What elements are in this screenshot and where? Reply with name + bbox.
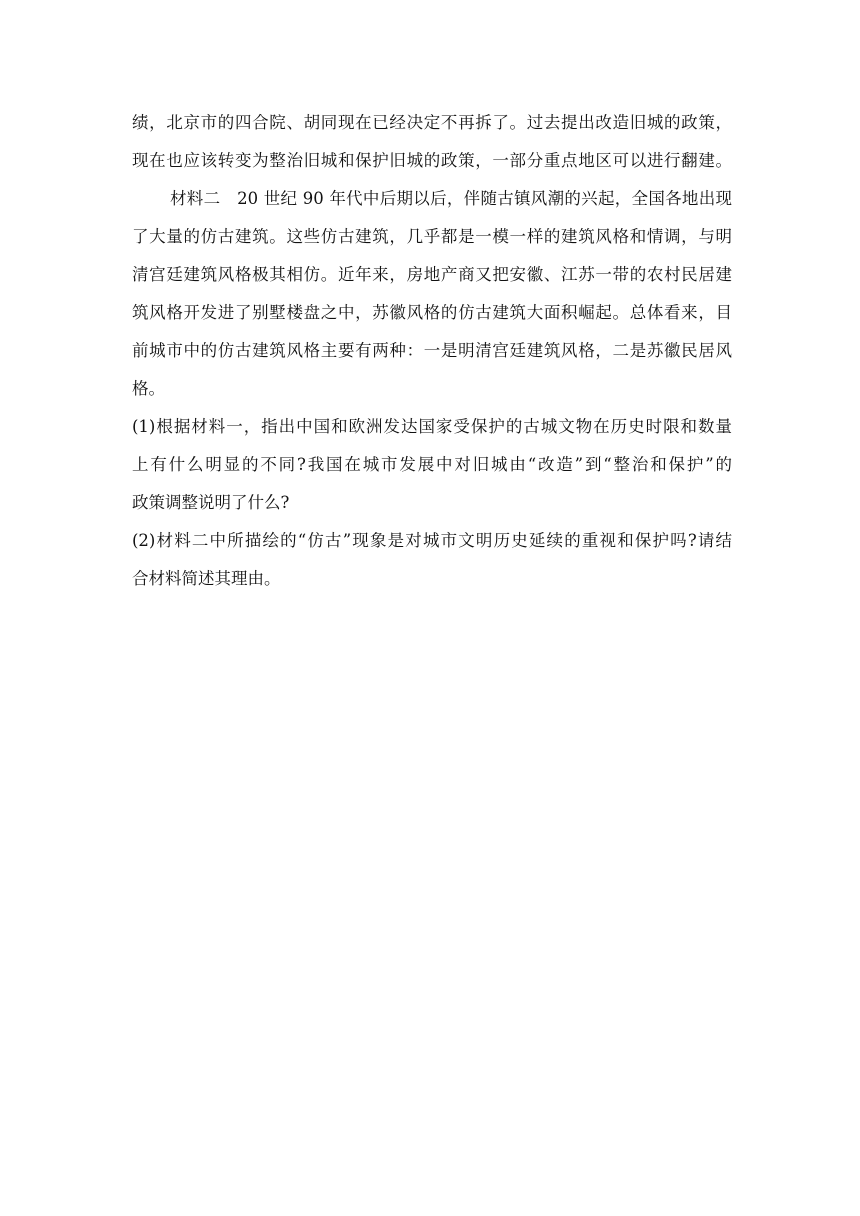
question-one-line-1: (1)根据材料一，指出中国和欧洲发达国家受保护的古城文物在历史时限和数量 [132, 417, 732, 436]
text-line-4: 了大量的仿古建筑。这些仿古建筑，几乎都是一模一样的建筑风格和情调，与明 [132, 227, 732, 246]
question-one-line-2: 上有什么明显的不同?我国在城市发展中对旧城由“改造”到“整治和保护”的 [132, 455, 732, 474]
question-one-line-3: 政策调整说明了什么? [132, 493, 290, 512]
text-line-1: 绩，北京市的四合院、胡同现在已经决定不再拆了。过去提出改造旧城的政策， [132, 113, 732, 132]
question-two-line-1: (2)材料二中所描绘的“仿古”现象是对城市文明历史延续的重视和保护吗?请结 [132, 531, 732, 550]
text-line-5: 清宫廷建筑风格极其相仿。近年来，房地产商又把安徽、江苏一带的农村民居建 [132, 265, 732, 284]
material-two-heading-line: 材料二 20 世纪 90 年代中后期以后，伴随古镇风潮的兴起，全国各地出现 [170, 189, 732, 208]
text-line-7: 前城市中的仿古建筑风格主要有两种：一是明清宫廷建筑风格，二是苏徽民居风 [132, 341, 732, 360]
document-body [132, 104, 732, 598]
text-line-6: 筑风格开发进了别墅楼盘之中，苏徽风格的仿古建筑大面积崛起。总体看来，目 [132, 303, 732, 322]
question-two-line-2: 合材料简述其理由。 [132, 569, 281, 588]
text-line-8: 格。 [132, 379, 165, 398]
text-line-2: 现在也应该转变为整治旧城和保护旧城的政策，一部分重点地区可以进行翻建。 [132, 151, 732, 170]
